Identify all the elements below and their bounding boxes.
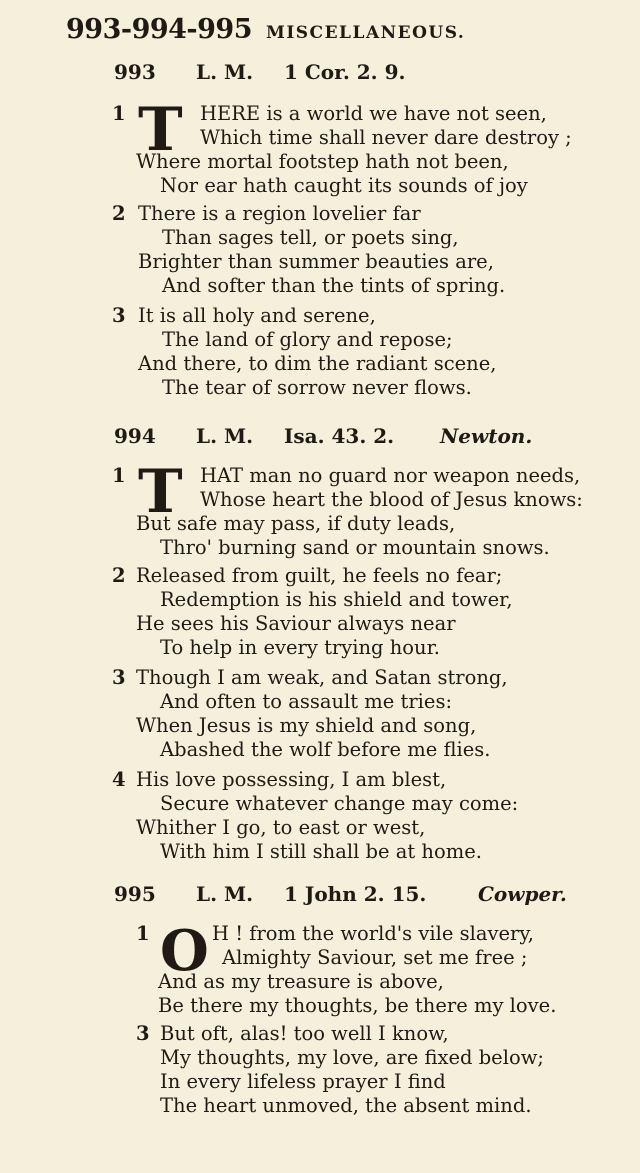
stanza [0, 918, 640, 1018]
verse-line-text: Whither I go, to east or west, [136, 816, 426, 839]
hymn-number: 995 [114, 882, 156, 906]
verse-line-text: The land of glory and repose; [162, 328, 453, 351]
hymn-scripture: Isa. 43. 2. [284, 424, 395, 448]
verse-line-text: My thoughts, my love, are fixed below; [160, 1046, 544, 1069]
verse-line-text: Though I am weak, and Satan strong, [136, 666, 508, 689]
verse-line [0, 612, 640, 636]
verse-line [0, 488, 640, 512]
verse-line [0, 1046, 640, 1070]
verse-line [0, 1022, 640, 1046]
verse-line [0, 768, 640, 792]
verse-line-text: And softer than the tints of spring. [162, 274, 506, 297]
hymn-header [0, 60, 640, 86]
stanza [0, 564, 640, 660]
verse-line-text: His love possessing, I am blest, [136, 768, 447, 791]
stanza [0, 1022, 640, 1118]
hymn-author: Cowper. [478, 882, 567, 906]
verse-line-text: Secure whatever change may come: [160, 792, 519, 815]
verse-line-text: When Jesus is my shield and song, [136, 714, 477, 737]
drop-cap: O [160, 918, 209, 984]
hymn-header [0, 424, 640, 450]
verse-line-text: The heart unmoved, the absent mind. [160, 1094, 532, 1117]
stanza [0, 95, 640, 198]
stanza-number: 2 [112, 564, 126, 587]
verse-line [0, 328, 640, 352]
verse-line [0, 970, 640, 994]
verse-line [0, 690, 640, 714]
verse-line-text: Where mortal footstep hath not been, [136, 150, 509, 173]
stanza-number: 1 [112, 464, 126, 487]
verse-line [0, 666, 640, 690]
stanza-number: 3 [112, 666, 126, 689]
verse-line [0, 1094, 640, 1118]
verse-line-text: Released from guilt, he feels no fear; [136, 564, 503, 587]
verse-line [0, 738, 640, 762]
verse-line-text: The tear of sorrow never flows. [162, 376, 472, 399]
verse-line-text: To help in every trying hour. [160, 636, 440, 659]
hymn-meter: L. M. [196, 424, 254, 448]
stanza [0, 304, 640, 400]
verse-line-text: There is a region lovelier far [138, 202, 421, 225]
verse-line-text: Nor ear hath caught its sounds of joy [160, 174, 528, 197]
verse-line-text: Redemption is his shield and tower, [160, 588, 513, 611]
running-head-numbers: 993-994-995 [66, 14, 252, 45]
verse-line-text: Be there my thoughts, be there my love. [158, 994, 557, 1017]
hymn-scripture: 1 Cor. 2. 9. [284, 60, 406, 84]
verse-line-text: Almighty Saviour, set me free ; [222, 946, 528, 969]
verse-line [0, 922, 640, 946]
hymn-meter: L. M. [196, 60, 254, 84]
verse-line-text: Brighter than summer beauties are, [138, 250, 494, 273]
verse-line-text: Which time shall never dare destroy ; [200, 126, 572, 149]
hymn-meter: L. M. [196, 882, 254, 906]
verse-line [0, 226, 640, 250]
verse-line-text: And often to assault me tries: [160, 690, 453, 713]
stanza-number: 1 [136, 922, 150, 945]
verse-line-text: Whose heart the blood of Jesus knows: [200, 488, 583, 511]
stanza [0, 457, 640, 560]
verse-line [0, 150, 640, 174]
verse-line [0, 352, 640, 376]
verse-line [0, 994, 640, 1018]
page-footer [0, 1133, 640, 1173]
verse-line-text: He sees his Saviour always near [136, 612, 456, 635]
verse-line [0, 464, 640, 488]
hymn-scripture: 1 John 2. 15. [284, 882, 427, 906]
verse-line-text: And there, to dim the radiant scene, [138, 352, 497, 375]
verse-line [0, 588, 640, 612]
hymn-number: 993 [114, 60, 156, 84]
verse-line [0, 792, 640, 816]
verse-line-text: But oft, alas! too well I know, [160, 1022, 449, 1045]
verse-line-text: Abashed the wolf before me flies. [160, 738, 491, 761]
verse-line [0, 816, 640, 840]
verse-line [0, 202, 640, 226]
verse-line-text: Than sages tell, or poets sing, [162, 226, 459, 249]
verse-line [0, 840, 640, 864]
verse-line [0, 304, 640, 328]
hymn-number: 994 [114, 424, 156, 448]
verse-line [0, 946, 640, 970]
verse-line-text: With him I still shall be at home. [160, 840, 482, 863]
verse-line [0, 714, 640, 738]
verse-line [0, 536, 640, 560]
verse-line [0, 564, 640, 588]
verse-line [0, 250, 640, 274]
verse-line-text: Thro' burning sand or mountain snows. [160, 536, 550, 559]
verse-line-text: HERE is a world we have not seen, [200, 102, 547, 125]
verse-line-text: But safe may pass, if duty leads, [136, 512, 456, 535]
stanza [0, 202, 640, 298]
verse-line [0, 376, 640, 400]
stanza-number: 1 [112, 102, 126, 125]
verse-line-text: It is all holy and serene, [138, 304, 376, 327]
verse-line [0, 102, 640, 126]
verse-line [0, 274, 640, 298]
hymn-header [0, 882, 640, 908]
verse-line [0, 174, 640, 198]
verse-line-text: H ! from the world's vile slavery, [212, 922, 534, 945]
stanza-number: 4 [112, 768, 126, 791]
hymn-author: Newton. [440, 424, 533, 448]
drop-cap: T [138, 457, 183, 527]
stanza-number: 3 [136, 1022, 150, 1045]
stanza [0, 768, 640, 864]
verse-line-text: HAT man no guard nor weapon needs, [200, 464, 581, 487]
verse-line [0, 126, 640, 150]
verse-line [0, 512, 640, 536]
stanza-number: 3 [112, 304, 126, 327]
drop-cap: T [138, 95, 183, 165]
verse-line-text: And as my treasure is above, [158, 970, 444, 993]
running-head-title: MISCELLANEOUS. [266, 23, 466, 43]
verse-line [0, 1070, 640, 1094]
verse-line-text: In every lifeless prayer I find [160, 1070, 446, 1093]
verse-line [0, 636, 640, 660]
running-head [66, 14, 465, 45]
stanza [0, 666, 640, 762]
stanza-number: 2 [112, 202, 126, 225]
